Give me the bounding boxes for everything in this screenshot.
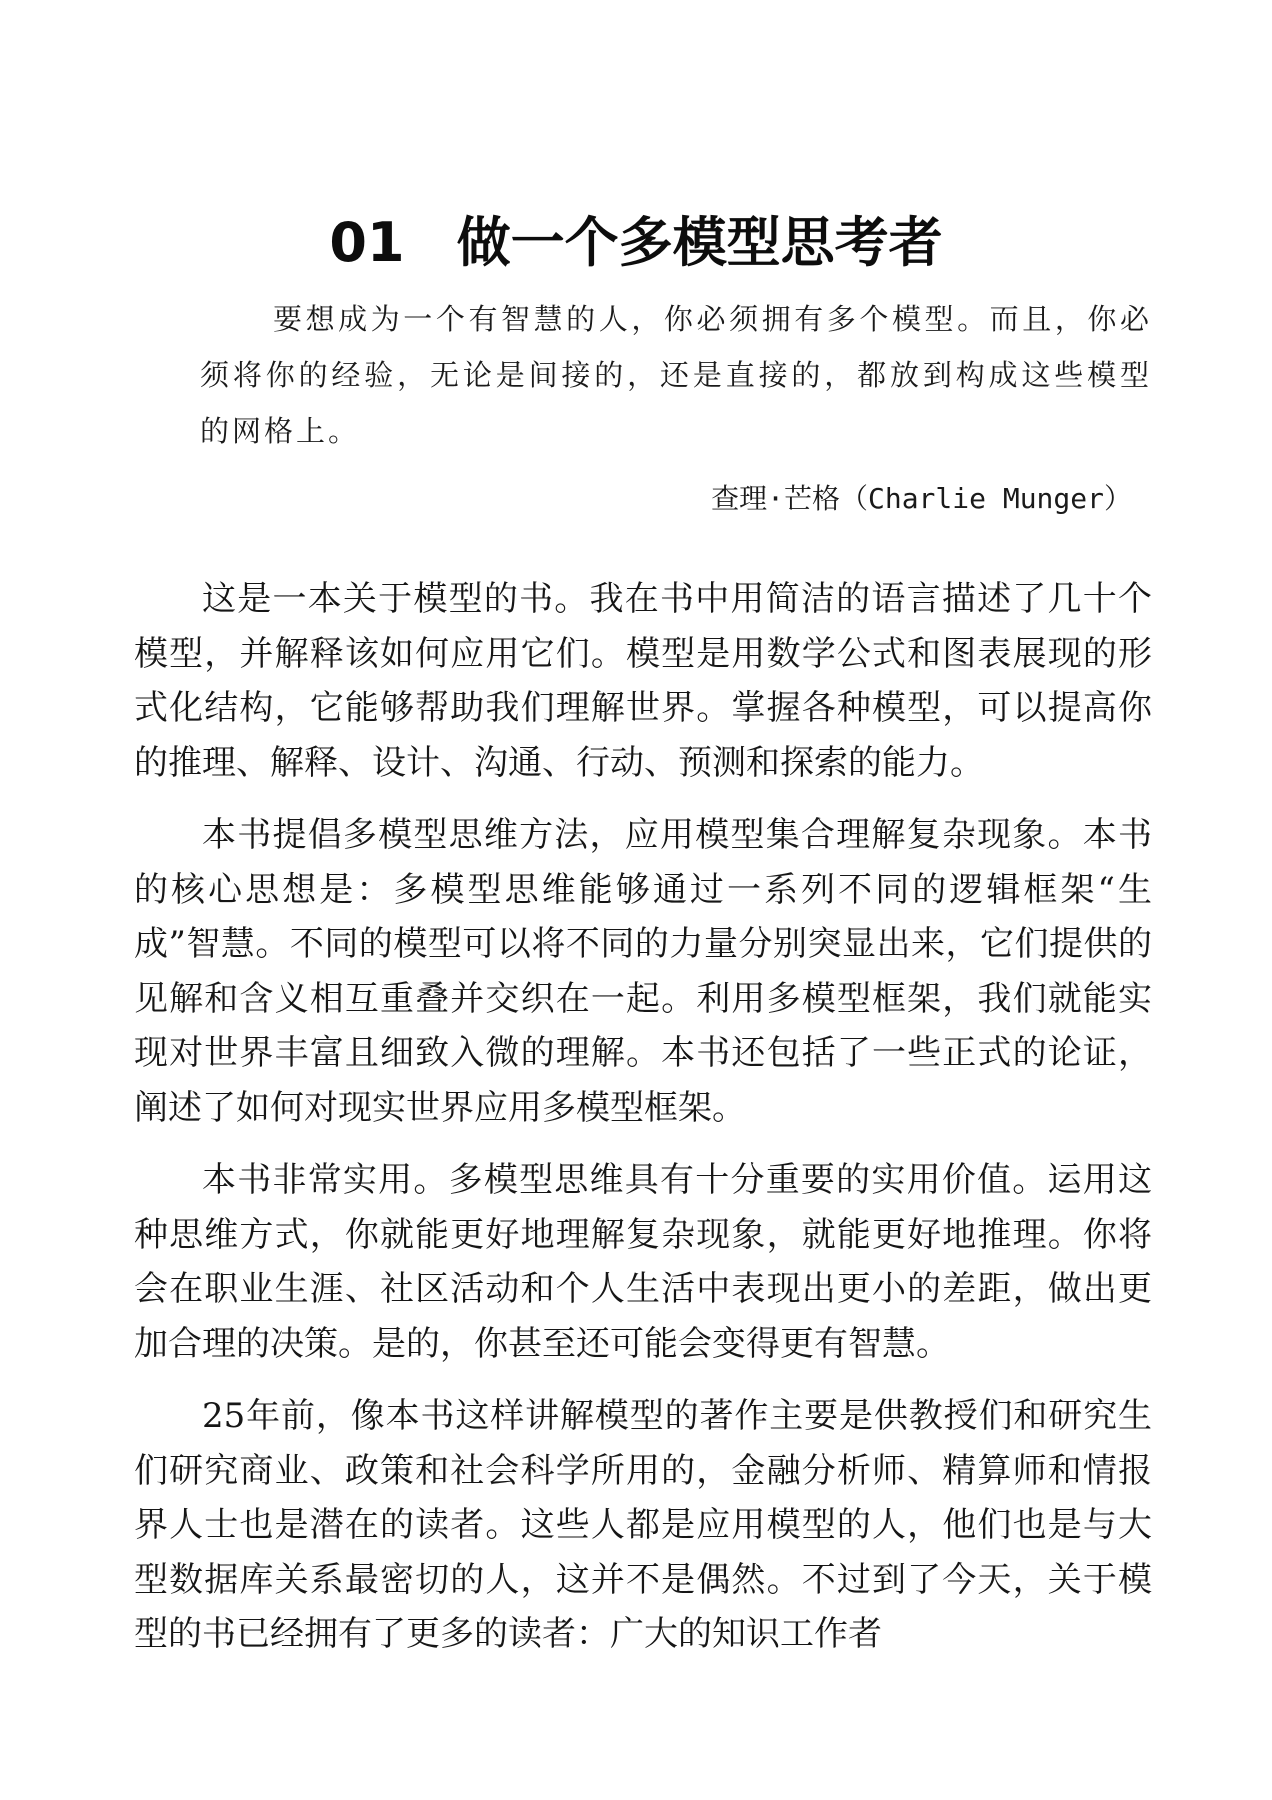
chapter-number: 01	[329, 211, 405, 274]
epigraph	[200, 291, 1152, 515]
epigraph-attribution: 查理·芒格（Charlie Munger）	[711, 482, 1132, 515]
epigraph-quote: 要想成为一个有智慧的人，你必须拥有多个模型。而且，你必须将你的经验，无论是间接的，还是直接的，都放到构成这些模型的网格上。	[200, 302, 1152, 448]
paragraph: 这是一本关于模型的书。我在书中用简洁的语言描述了几十个模型，并解释该如何应用它们。模型是用数学公式和图表展现的形式化结构，它能够帮助我们理解世界。掌握各种模型，可以提高你的推理、解释、设计、沟通、行动、预测和探索的能力。	[134, 579, 1152, 783]
paragraph: 本书非常实用。多模型思维具有十分重要的实用价值。运用这种思维方式，你就能更好地理解复杂现象，就能更好地推理。你将会在职业生涯、社区活动和个人生活中表现出更小的差距，做出更加合理的决策。是的，你甚至还可能会变得更有智慧。	[134, 1160, 1152, 1364]
paragraph: 本书提倡多模型思维方法，应用模型集合理解复杂现象。本书的核心思想是：多模型思维能够通过一系列不同的逻辑框架“生成”智慧。不同的模型可以将不同的力量分别突显出来，它们提供的见解和含义相互重叠并交织在一起。利用多模型框架，我们就能实现对世界丰富且细致入微的理解。本书还包括了一些正式的论证，阐述了如何对现实世界应用多模型框架。	[134, 815, 1152, 1128]
chapter-title-text: 做一个多模型思考者	[456, 211, 943, 274]
chapter-title	[0, 203, 1272, 283]
paragraph: 25年前，像本书这样讲解模型的著作主要是供教授们和研究生们研究商业、政策和社会科学所用的，金融分析师、精算师和情报界人士也是潜在的读者。这些人都是应用模型的人，他们也是与大型数据库关系最密切的人，这并不是偶然。不过到了今天，关于模型的书已经拥有了更多的读者：广大的知识工作者	[134, 1396, 1152, 1654]
body-text	[134, 572, 1152, 1680]
